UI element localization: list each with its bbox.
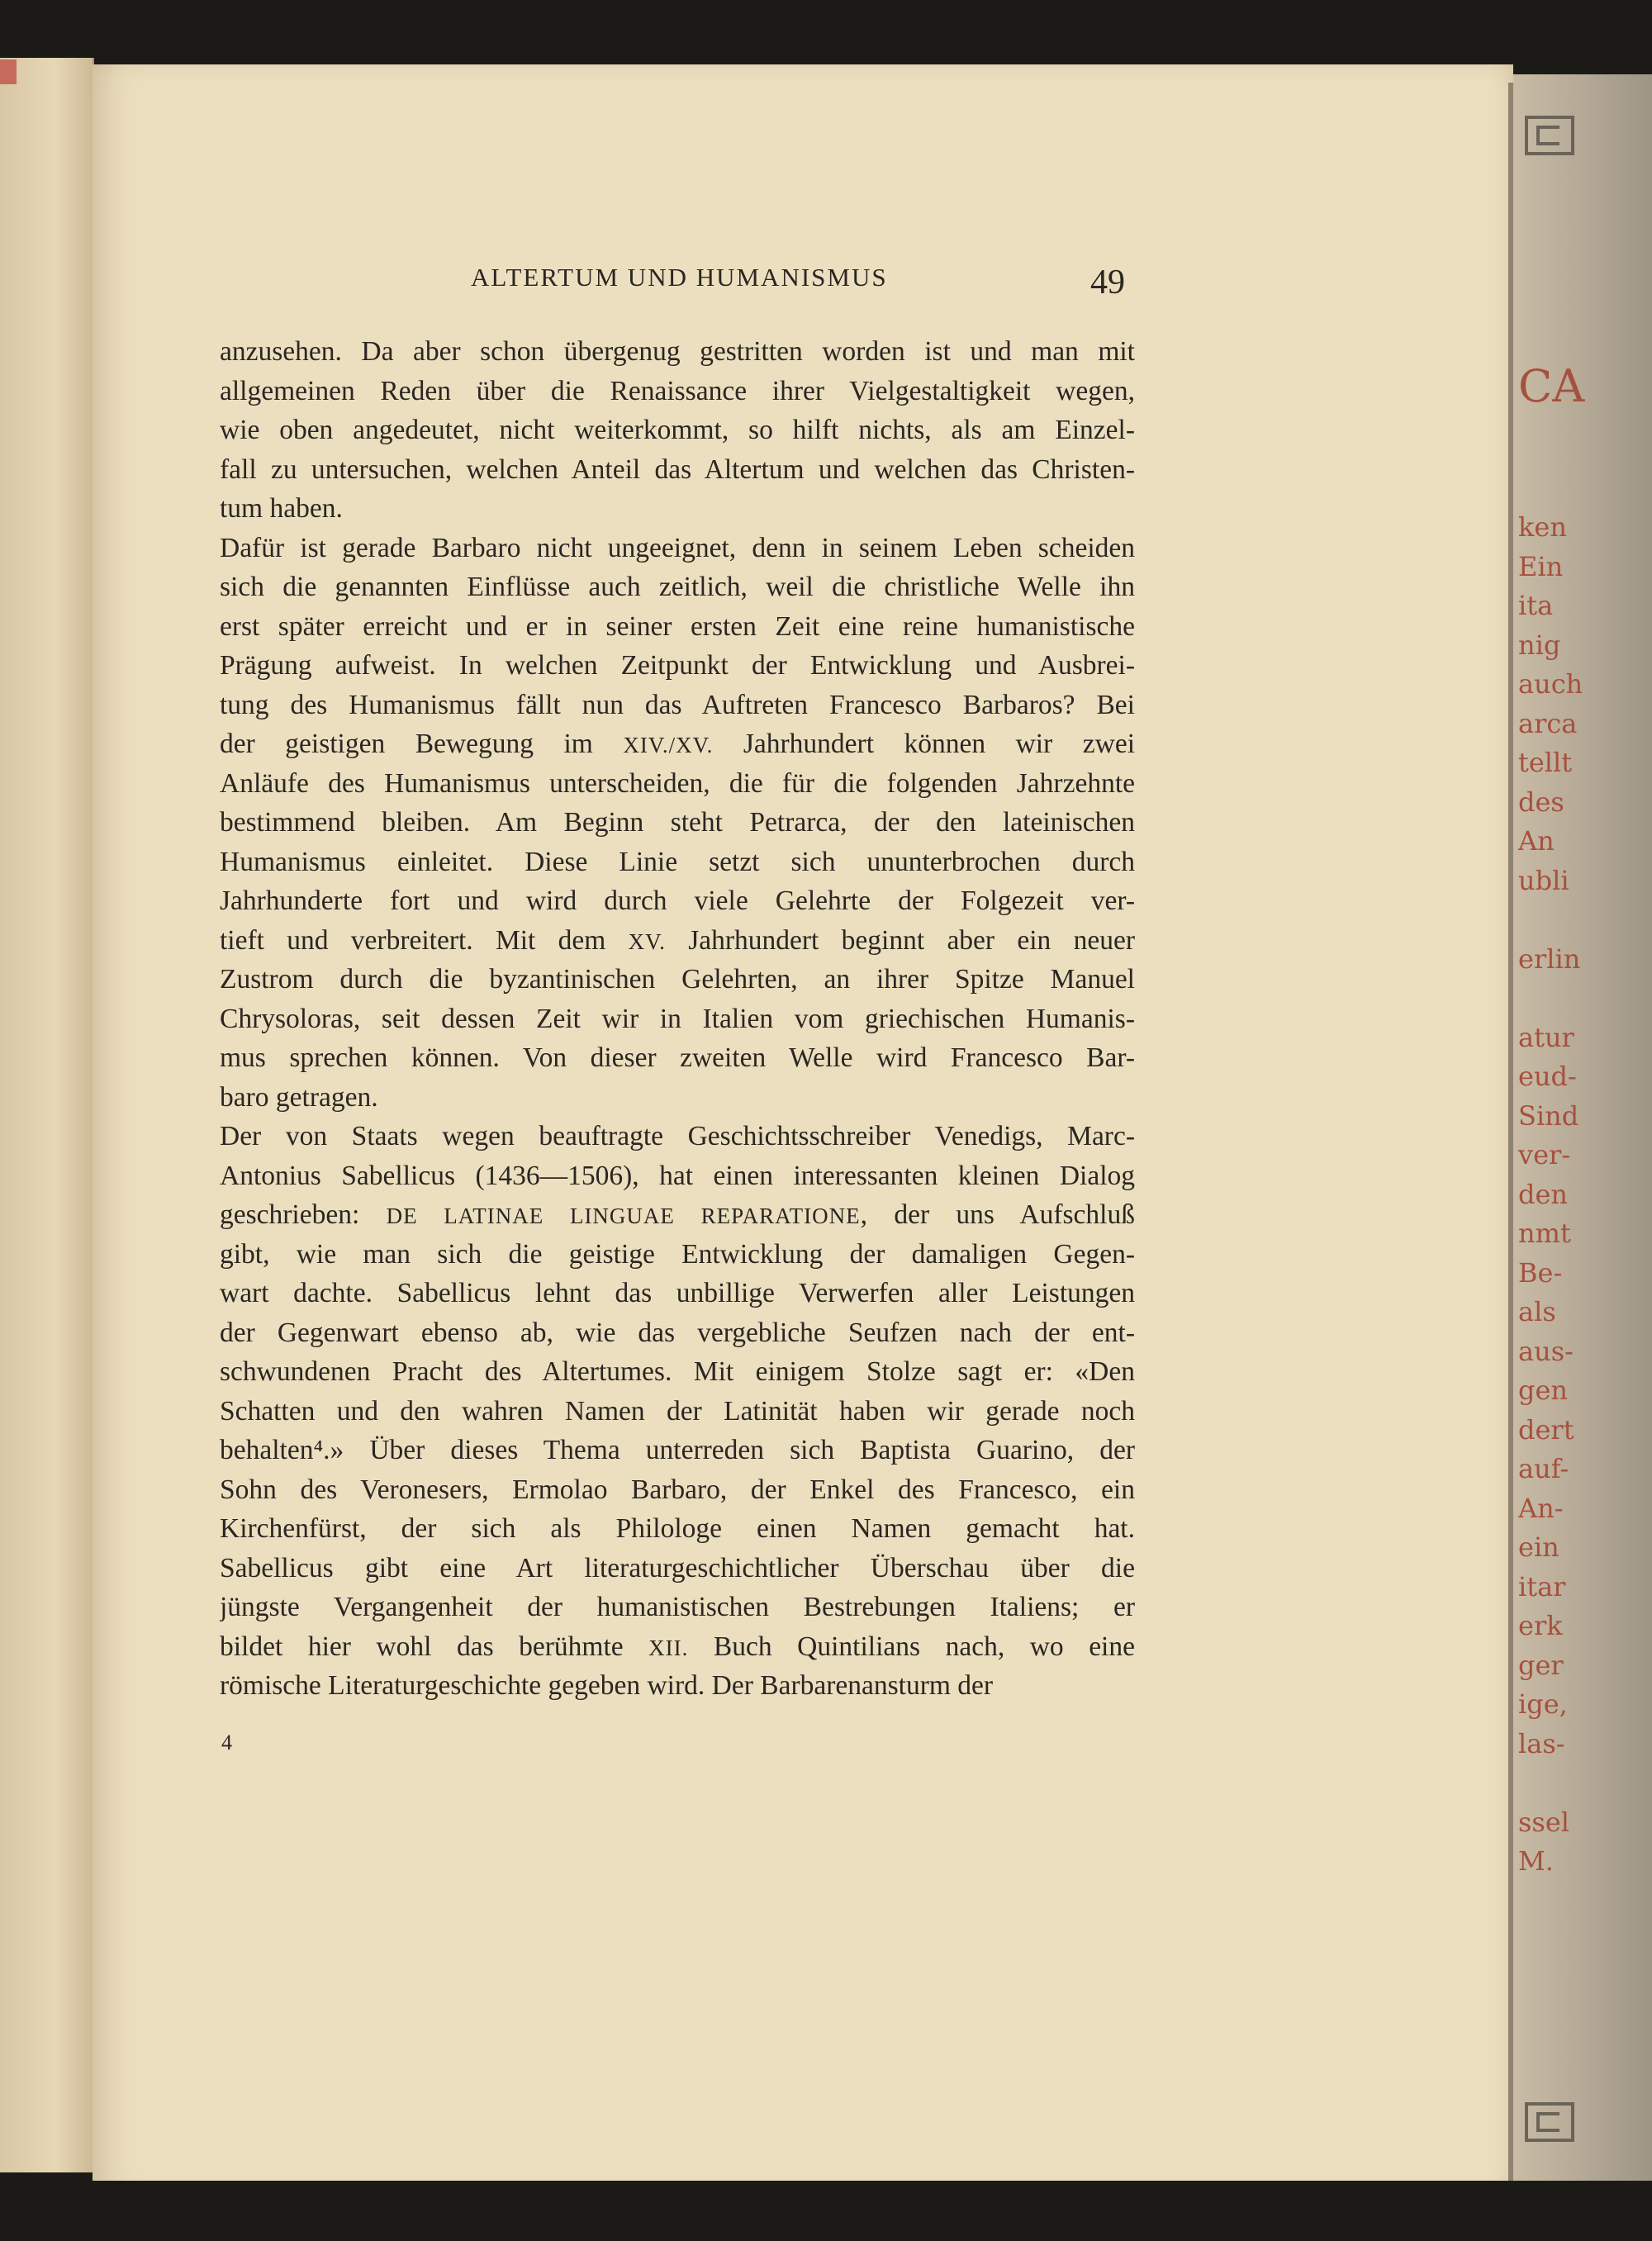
text-line: Jahrhunderte fort und wird durch viele Gelehrte der Folgezeit ver- bbox=[220, 885, 1135, 916]
text-line: jüngste Vergangenheit der humanistischen Bestrebungen Italiens; er bbox=[220, 1592, 1135, 1622]
text-line: wie oben angedeutet, nicht weiterkommt, so hilft nichts, als am Einzel- bbox=[220, 415, 1135, 445]
cover-fragment: Sind bbox=[1518, 1099, 1579, 1132]
cover-fragment bbox=[1518, 900, 1617, 940]
text-line: fall zu untersuchen, welchen Anteil das Altertum und welchen das Christen- bbox=[220, 453, 1135, 485]
cover-fragment: aus- bbox=[1518, 1335, 1574, 1367]
text-line: der geistigen Bewegung im XIV./XV. Jahrhundert können wir zwei bbox=[220, 729, 1135, 759]
footnote-marker: 4 bbox=[221, 1731, 232, 1754]
greek-key-ornament-icon bbox=[1525, 116, 1574, 155]
text-line: schwundenen Pracht des Altertumes. Mit einigem Stolze sagt er: «Den bbox=[220, 1356, 1135, 1387]
cover-fragment: Be- bbox=[1518, 1256, 1563, 1289]
text-line: erst später erreicht und er in seiner ersten Zeit eine reine humanistische bbox=[220, 610, 1135, 642]
text-line: behalten⁴.» Über dieses Thema unterreden sich Baptista Guarino, der bbox=[220, 1435, 1135, 1465]
cover-fragment: ver- bbox=[1518, 1139, 1571, 1170]
text-line: Sohn des Veronesers, Ermolao Barbaro, der Enkel des Francesco, ein bbox=[220, 1474, 1135, 1505]
cover-fragment: las- bbox=[1518, 1727, 1565, 1759]
cover-fragment: gen bbox=[1518, 1375, 1569, 1406]
cover-fragment: erlin bbox=[1518, 942, 1581, 975]
cover-fragment: ssel bbox=[1518, 1806, 1570, 1838]
cover-fragment: tellt bbox=[1518, 747, 1573, 778]
text-line: Schatten und den wahren Namen der Latinität haben wir gerade noch bbox=[220, 1395, 1135, 1427]
cover-fragment: auch bbox=[1518, 668, 1583, 700]
bookmark-ribbon bbox=[0, 59, 17, 84]
text-line: bestimmend bleiben. Am Beginn steht Petrarca, der den lateinischen bbox=[220, 807, 1135, 838]
scan-background bbox=[0, 2181, 1652, 2241]
cover-fragment: nmt bbox=[1518, 1218, 1571, 1249]
text-line: Kirchenfürst, der sich als Philologe einen Namen gemacht hat. bbox=[220, 1513, 1135, 1544]
cover-fragment: erk bbox=[1518, 1610, 1563, 1641]
text-line: Der von Staats wegen beauftragte Geschichtsschreiber Venedigs, Marc- bbox=[220, 1121, 1135, 1151]
text-line: Humanismus einleitet. Diese Linie setzt sich ununterbrochen durch bbox=[220, 846, 1135, 877]
text-line: Zustrom durch die byzantinischen Gelehrten, an ihrer Spitze Manuel bbox=[220, 964, 1135, 995]
cover-fragment: ita bbox=[1518, 590, 1554, 621]
text-line: baro getragen. bbox=[220, 1081, 378, 1113]
cover-fragment bbox=[1518, 979, 1617, 1018]
text-line: tum haben. bbox=[220, 493, 343, 524]
text-line: geschrieben: DE LATINAE LINGUAE REPARATIONE, der uns Aufschluß bbox=[220, 1199, 1135, 1230]
text-line: wart dachte. Sabellicus lehnt das unbillige Verwerfen aller Leistungen bbox=[220, 1278, 1135, 1308]
running-head: ALTERTUM UND HUMANISMUS bbox=[471, 263, 888, 292]
cover-fragment: dert bbox=[1518, 1413, 1574, 1446]
cover-fragment: ubli bbox=[1518, 864, 1569, 896]
cover-fragment: An bbox=[1518, 825, 1555, 857]
text-line: römische Literaturgeschichte gegeben wird. Der Barbarenansturm der bbox=[220, 1670, 994, 1701]
text-line: mus sprechen können. Von dieser zweiten Welle wird Francesco Bar- bbox=[220, 1042, 1135, 1073]
cover-fragment: nig bbox=[1518, 629, 1561, 661]
text-line: bildet hier wohl das berühmte XII. Buch Quintilians nach, wo eine bbox=[220, 1631, 1135, 1662]
cover-fragment: ger bbox=[1518, 1649, 1564, 1681]
cover-fragment: CA bbox=[1518, 360, 1585, 412]
text-line: sich die genannten Einflüsse auch zeitlich, weil die christliche Welle ihn bbox=[220, 572, 1135, 602]
cover-fragment: itar bbox=[1518, 1570, 1566, 1602]
text-line: Dafür ist gerade Barbaro nicht ungeeignet, denn in seinem Leben scheiden bbox=[220, 532, 1135, 563]
cover-fragment: auf- bbox=[1518, 1453, 1569, 1484]
body-text bbox=[220, 332, 1135, 1706]
cover-fragment: des bbox=[1518, 786, 1564, 818]
dust-jacket-text bbox=[1518, 360, 1617, 1882]
text-line: anzusehen. Da aber schon übergenug gestritten worden ist und man mit bbox=[220, 336, 1135, 367]
cover-fragment: eud- bbox=[1518, 1061, 1577, 1092]
text-line: Prägung aufweist. In welchen Zeitpunkt der Entwicklung und Ausbrei- bbox=[220, 650, 1135, 681]
previous-page-edge bbox=[0, 58, 94, 2172]
text-line: allgemeinen Reden über die Renaissance ihrer Vielgestaltigkeit wegen, bbox=[220, 375, 1135, 406]
cover-fragment: ken bbox=[1518, 511, 1567, 543]
cover-fragment: An- bbox=[1518, 1492, 1564, 1524]
text-line: Sabellicus gibt eine Art literaturgeschichtlicher Überschau über die bbox=[220, 1552, 1135, 1583]
cover-fragment: atur bbox=[1518, 1021, 1574, 1053]
cover-fragment bbox=[1518, 1764, 1617, 1803]
cover-fragment: ein bbox=[1518, 1531, 1559, 1563]
cover-fragment: als bbox=[1518, 1296, 1556, 1327]
cover-fragment: arca bbox=[1518, 707, 1578, 739]
cover-fragment: ige, bbox=[1518, 1688, 1568, 1720]
greek-key-ornament-icon bbox=[1525, 2102, 1574, 2142]
cover-fragment: Ein bbox=[1518, 550, 1564, 582]
cover-fragment: M. bbox=[1518, 1845, 1554, 1877]
text-line: tung des Humanismus fällt nun das Auftreten Francesco Barbaros? Bei bbox=[220, 689, 1135, 720]
text-line: Antonius Sabellicus (1436—1506), hat einen interessanten kleinen Dialog bbox=[220, 1160, 1135, 1191]
text-line: der Gegenwart ebenso ab, wie das vergebliche Seufzen nach der ent- bbox=[220, 1317, 1135, 1348]
text-line: Chrysoloras, seit dessen Zeit wir in Italien vom griechischen Humanis- bbox=[220, 1003, 1135, 1034]
page-number: 49 bbox=[1090, 264, 1125, 301]
cover-fragment: den bbox=[1518, 1178, 1569, 1210]
text-line: Anläufe des Humanismus unterscheiden, die für die folgenden Jahrzehnte bbox=[220, 767, 1135, 799]
text-line: gibt, wie man sich die geistige Entwicklung der damaligen Gegen- bbox=[220, 1238, 1135, 1270]
text-line: tieft und verbreitert. Mit dem XV. Jahrhundert beginnt aber ein neuer bbox=[220, 924, 1135, 956]
